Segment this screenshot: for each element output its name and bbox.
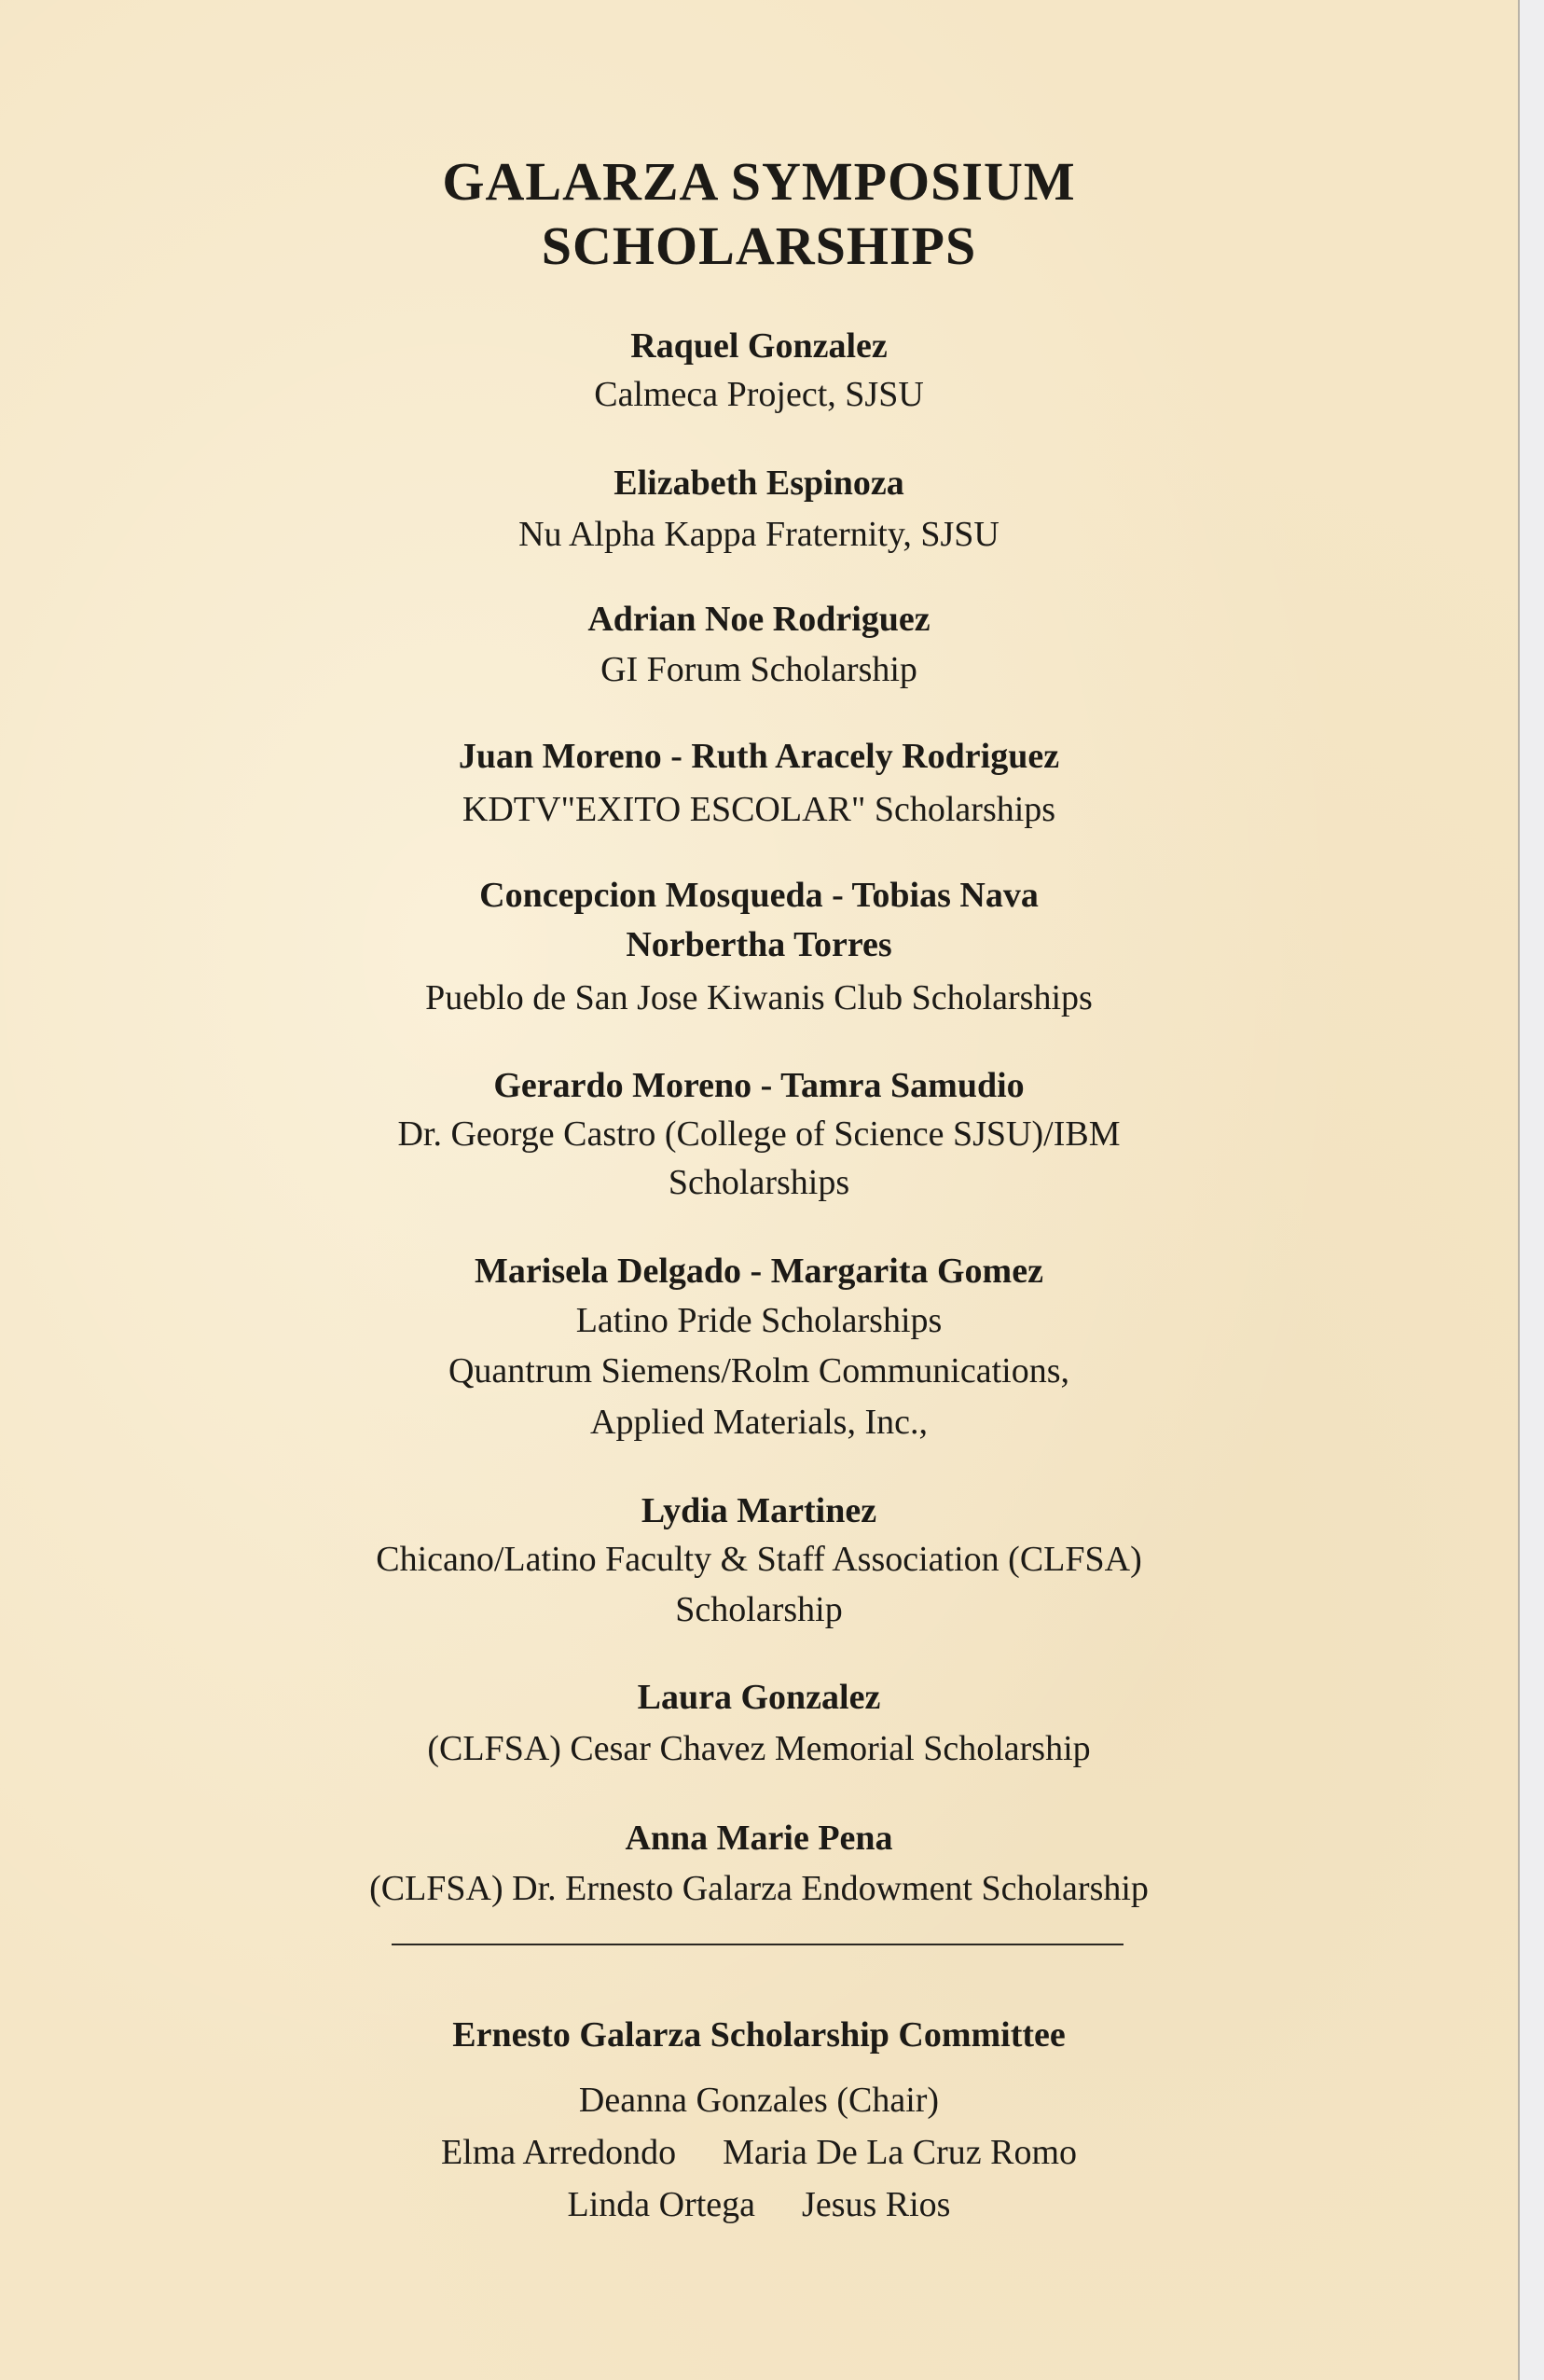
scholarship-name: Scholarship: [675, 1590, 843, 1629]
committee-chair: Deanna Gonzales (Chair): [578, 2081, 940, 2120]
recipient-name: Elizabeth Espinoza: [613, 464, 904, 503]
committee-heading: Ernesto Galarza Scholarship Committee: [452, 2015, 1066, 2055]
scholarship-name: KDTV"EXITO ESCOLAR" Scholarships: [462, 790, 1056, 829]
recipient-name: Marisela Delgado - Margarita Gomez: [475, 1252, 1043, 1291]
committee-member: Jesus Rios: [802, 2185, 951, 2224]
recipient-name: Laura Gonzalez: [637, 1678, 881, 1717]
recipient-name: Anna Marie Pena: [625, 1819, 893, 1858]
committee-member: Maria De La Cruz Romo: [723, 2133, 1078, 2172]
scholarship-name: Nu Alpha Kappa Fraternity, SJSU: [518, 515, 999, 554]
recipient-name: Juan Moreno - Ruth Aracely Rodriguez: [458, 737, 1060, 776]
scholarship-name: (CLFSA) Cesar Chavez Memorial Scholarship: [427, 1729, 1091, 1768]
scholarship-name: Latino Pride Scholarships: [575, 1301, 943, 1340]
recipient-name: Gerardo Moreno - Tamra Samudio: [493, 1066, 1025, 1105]
committee-member: Elma Arredondo: [440, 2133, 677, 2172]
scholarship-name: Dr. George Castro (College of Science SJSU)/IBM: [397, 1114, 1121, 1154]
recipient-name: Lydia Martinez: [641, 1491, 877, 1530]
scholarship-name: Quantrum Siemens/Rolm Communications,: [448, 1351, 1070, 1391]
divider-rule: [392, 1944, 1124, 1945]
scholarship-name: GI Forum Scholarship: [600, 650, 917, 689]
scholarship-name: Chicano/Latino Faculty & Staff Association (CLFSA): [376, 1540, 1142, 1579]
title-line-1: GALARZA SYMPOSIUM: [442, 151, 1076, 212]
scholarship-name: Scholarships: [668, 1163, 850, 1202]
scholarship-name: Applied Materials, Inc.,: [590, 1403, 928, 1442]
recipient-name: Norbertha Torres: [626, 925, 892, 964]
scholarship-name: Pueblo de San Jose Kiwanis Club Scholarships: [425, 978, 1093, 1017]
scholarship-name: Calmeca Project, SJSU: [594, 375, 924, 414]
scholarship-name: (CLFSA) Dr. Ernesto Galarza Endowment Scholarship: [369, 1869, 1149, 1908]
title-line-2: SCHOLARSHIPS: [541, 215, 977, 276]
recipient-name: Concepcion Mosqueda - Tobias Nava: [479, 876, 1039, 915]
committee-members-row: [0, 2179, 1518, 2230]
committee-member: Linda Ortega: [567, 2185, 756, 2224]
committee-members-row: [0, 2127, 1518, 2178]
recipient-name: Raquel Gonzalez: [630, 326, 888, 366]
recipient-name: Adrian Noe Rodriguez: [587, 600, 931, 639]
